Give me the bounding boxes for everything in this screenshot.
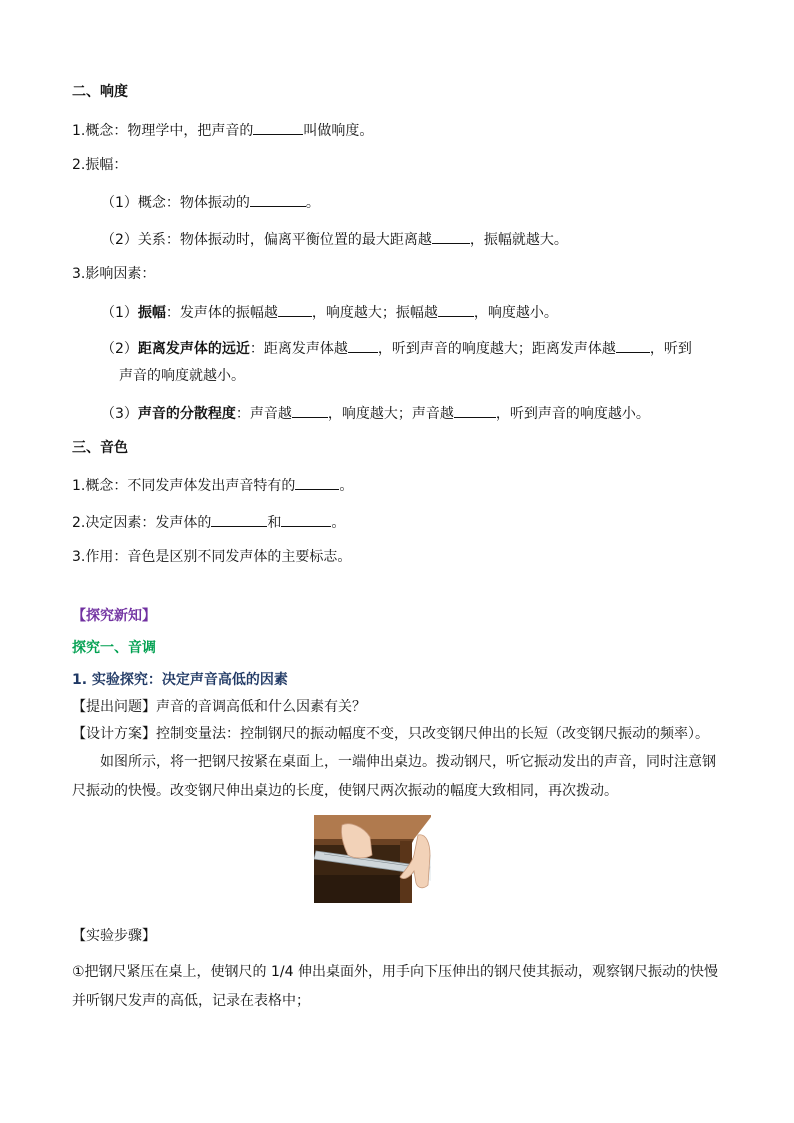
description-line-2: 尺振动的快慢。改变钢尺伸出桌边的长度，使钢尺两次振动的幅度大致相同，再次拨动。 — [72, 783, 618, 799]
blank[interactable] — [278, 301, 312, 317]
factor-distance: （2）距离发声体的远近：距离发声体越 ，听到声音的响度越大；距离发声体越 ，听到 — [101, 337, 692, 359]
blank[interactable] — [211, 511, 267, 527]
section-heading-timbre: 三、音色 — [72, 440, 128, 456]
blank[interactable] — [616, 337, 650, 353]
blank[interactable] — [348, 337, 378, 353]
amplitude-relation: （2）关系：物体振动时，偏离平衡位置的最大距离越 ，振幅就越大。 — [101, 228, 568, 250]
factor-distance-cont: 声音的响度就越小。 — [119, 368, 245, 384]
blank[interactable] — [295, 474, 339, 490]
ruler-experiment-illustration — [314, 815, 431, 903]
explore-topic: 探究一、音调 — [72, 640, 156, 656]
timbre-factors: 2.决定因素：发声体的 和 。 — [72, 511, 345, 533]
plan-line: 【设计方案】控制变量法：控制钢尺的振动幅度不变，只改变钢尺伸出的长短（改变钢尺振动的频率）。 — [72, 726, 709, 742]
factor-amplitude: （1）振幅：发声体的振幅越 ，响度越大；振幅越 ，响度越小。 — [101, 301, 558, 323]
amplitude-title: 2.振幅： — [72, 157, 128, 173]
explore-tag: 【探究新知】 — [72, 608, 156, 624]
question-line: 【提出问题】声音的音调高低和什么因素有关？ — [72, 699, 366, 715]
loudness-concept: 1.概念：物理学中，把声音的 叫做响度。 — [72, 119, 373, 141]
blank[interactable] — [454, 402, 496, 418]
section-heading-loudness: 二、响度 — [72, 84, 128, 100]
blank[interactable] — [281, 511, 331, 527]
blank[interactable] — [253, 119, 303, 135]
factor-dispersion: （3）声音的分散程度：声音越 ，响度越大；声音越 ，听到声音的响度越小。 — [101, 402, 650, 424]
amplitude-concept: （1）概念：物体振动的 。 — [101, 191, 320, 213]
blank[interactable] — [432, 228, 470, 244]
blank[interactable] — [438, 301, 474, 317]
blank[interactable] — [250, 191, 306, 207]
description-line-1: 如图所示，将一把钢尺按紧在桌面上，一端伸出桌边。拨动钢尺，听它振动发出的声音，同时注意钢 — [100, 754, 716, 770]
steps-label: 【实验步骤】 — [72, 928, 156, 944]
step-1-line-1: ①把钢尺紧压在桌上，使钢尺的 1/4 伸出桌面外，用手向下压伸出的钢尺使其振动，观察钢尺振动的快慢 — [72, 964, 718, 980]
factors-title: 3.影响因素： — [72, 266, 156, 282]
step-1-line-2: 并听钢尺发声的高低，记录在表格中； — [72, 993, 310, 1009]
blank[interactable] — [292, 402, 328, 418]
timbre-use: 3.作用：音色是区别不同发声体的主要标志。 — [72, 549, 352, 565]
timbre-concept: 1.概念：不同发声体发出声音特有的 。 — [72, 474, 353, 496]
experiment-title: 1. 实验探究：决定声音高低的因素 — [72, 672, 288, 688]
